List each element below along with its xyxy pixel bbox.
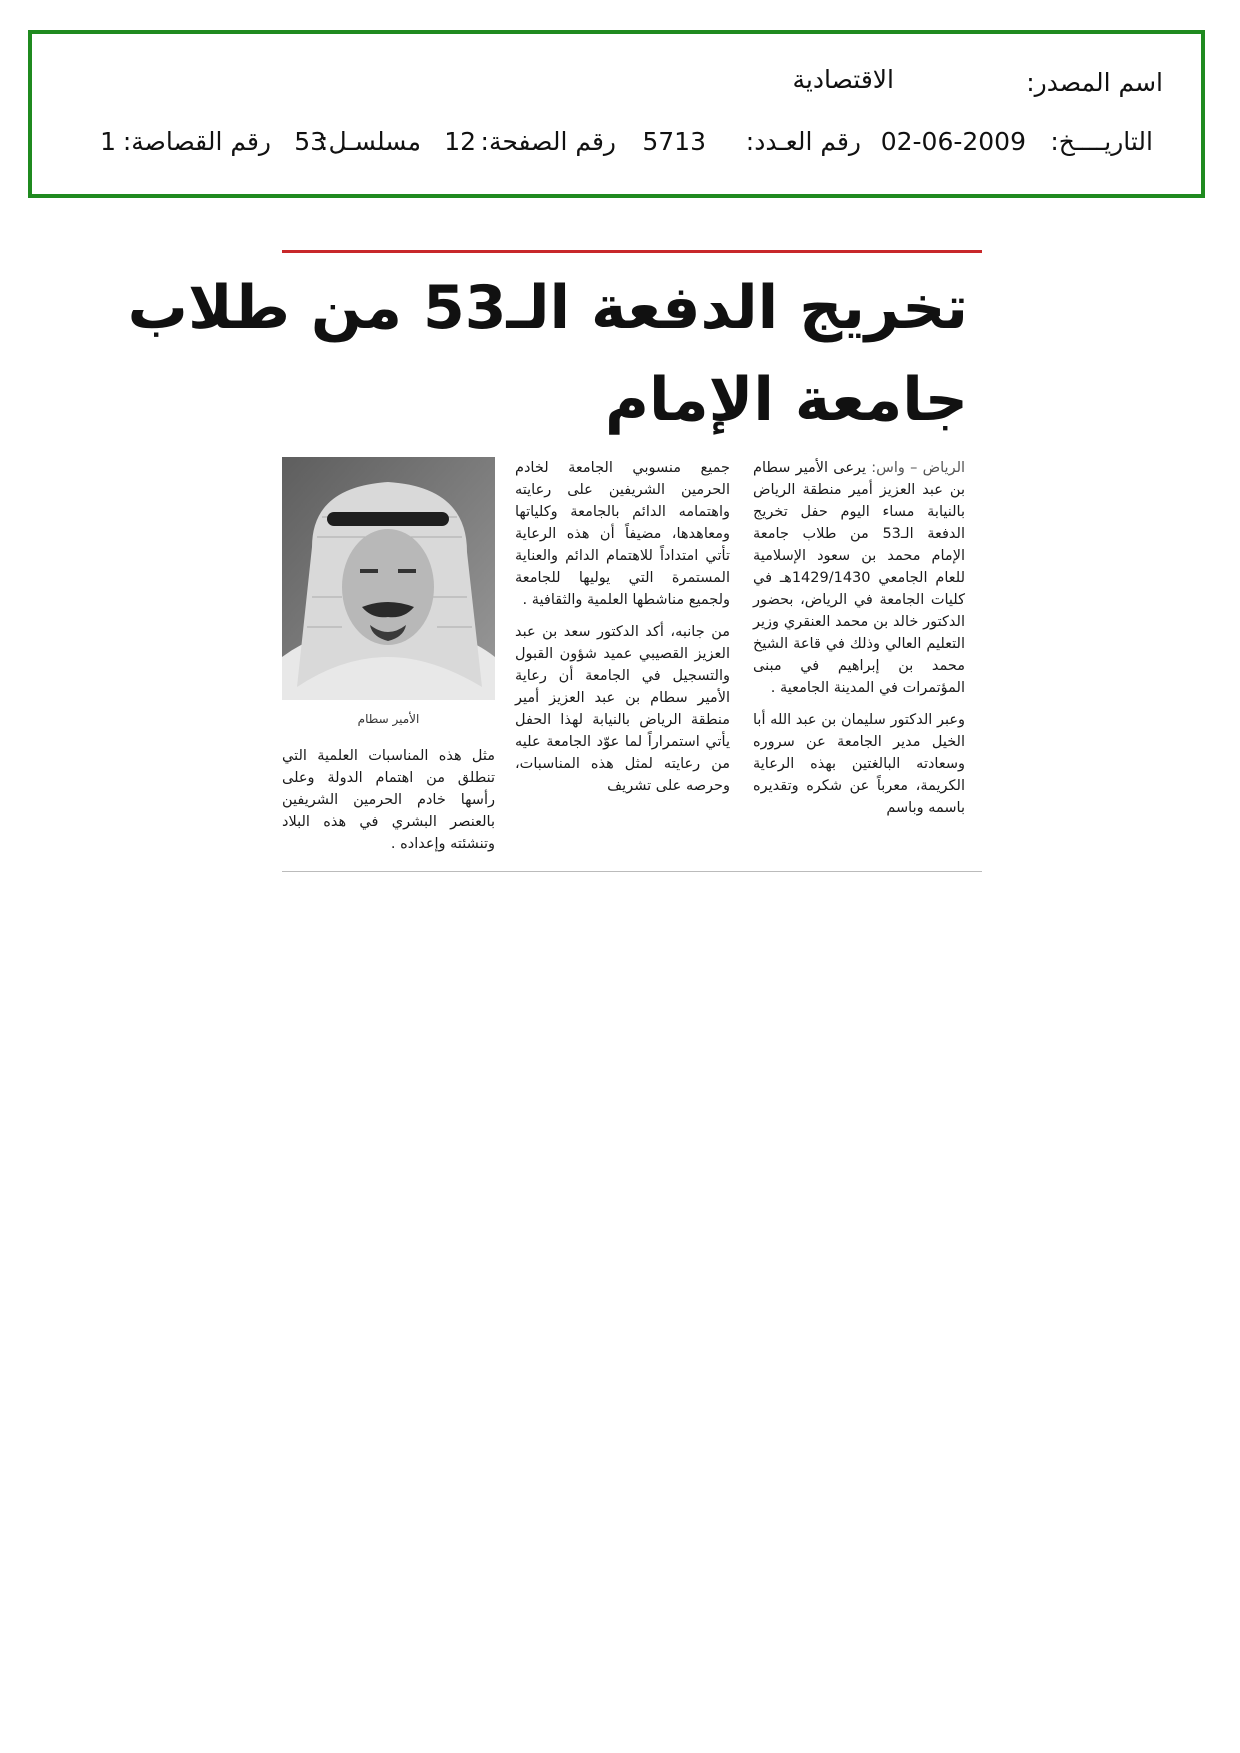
paragraph-text: يرعى الأمير سطام بن عبد العزيز أمير منطقة الرياض بالنيابة مساء اليوم حفل تخريج الدفعة الـ53 من طلاب جامعة الإمام محمد بن سعود الإسلامية للعام الجامعي 1429/1430هـ في كليات الجامعة في الرياض، بحضور الدكتور خالد بن محمد العنقري وزير التعليم العالي وذلك في قاعة الشيخ محمد بن إبراهيم في مبنى المؤتمرات في المدينة الجامعية . xyxy=(753,460,965,696)
dateline: الرياض – واس: xyxy=(871,460,966,476)
paragraph: من جانبه، أكد الدكتور سعد بن عبد العزيز القصيبي عميد شؤون القبول والتسجيل في الجامعة أن رعاية الأمير سطام بن عبد العزيز أمير منطقة الرياض بالنيابة لهذا الحفل يأتي استمراراً لما عوّد الجامعة عليه من رعايته لمثل هذه المناسبات، وحرصه على تشريف xyxy=(515,624,730,794)
paragraph: جميع منسوبي الجامعة لخادم الحرمين الشريفين على رعايته واهتمامه الدائم بالجامعة وكلياتها ومعاهدها، مضيفاً أن هذه الرعاية تأتي امتداداً للاهتمام الدائم والعناية المستمرة التي يوليها للجامعة ولجميع مناشطها العلمية والثقافية . xyxy=(515,460,730,608)
page-value: 12 xyxy=(444,127,476,156)
article-headline xyxy=(127,262,968,446)
clipping-metadata-box xyxy=(28,30,1205,198)
page-label: رقم الصفحة: xyxy=(480,127,616,156)
issue-value: 5713 xyxy=(642,127,706,156)
photo-caption: الأمير سطام xyxy=(357,712,420,726)
article-column-1 xyxy=(753,457,965,819)
paragraph xyxy=(753,457,965,699)
serial-label: مسلسـل: xyxy=(320,127,421,156)
source-label: اسم المصدر: xyxy=(1026,68,1163,97)
headline-top-rule xyxy=(282,250,982,253)
paragraph: وعبر الدكتور سليمان بن عبد الله أبا الخيل مدير الجامعة عن سروره وسعادته البالغتين بهذه الرعاية الكريمة، معرباً عن شكره وتقديره باسمه وباسم xyxy=(753,712,965,816)
article-column-2 xyxy=(515,457,730,797)
serial-value: 53 xyxy=(294,127,326,156)
headline-line-2: جامعة الإمام xyxy=(605,365,968,435)
portrait-photo xyxy=(282,457,495,700)
clip-number-label: رقم القصاصة: xyxy=(122,127,271,156)
headline-line-1: تخريج الدفعة الـ53 من طلاب xyxy=(127,273,968,343)
article-bottom-rule xyxy=(282,871,982,872)
article-column-3 xyxy=(282,745,495,855)
paragraph: مثل هذه المناسبات العلمية التي تنطلق من اهتمام الدولة وعلى رأسها خادم الحرمين الشريفين بالعنصر البشري في هذه البلاد وتنشئته وإعداده . xyxy=(282,748,495,852)
source-value: الاقتصادية xyxy=(792,65,894,94)
date-label: التاريــــخ: xyxy=(1050,127,1153,156)
clip-number-value: 1 xyxy=(100,127,116,156)
issue-label: رقم العـدد: xyxy=(745,127,861,156)
date-value: 02-06-2009 xyxy=(880,127,1026,156)
